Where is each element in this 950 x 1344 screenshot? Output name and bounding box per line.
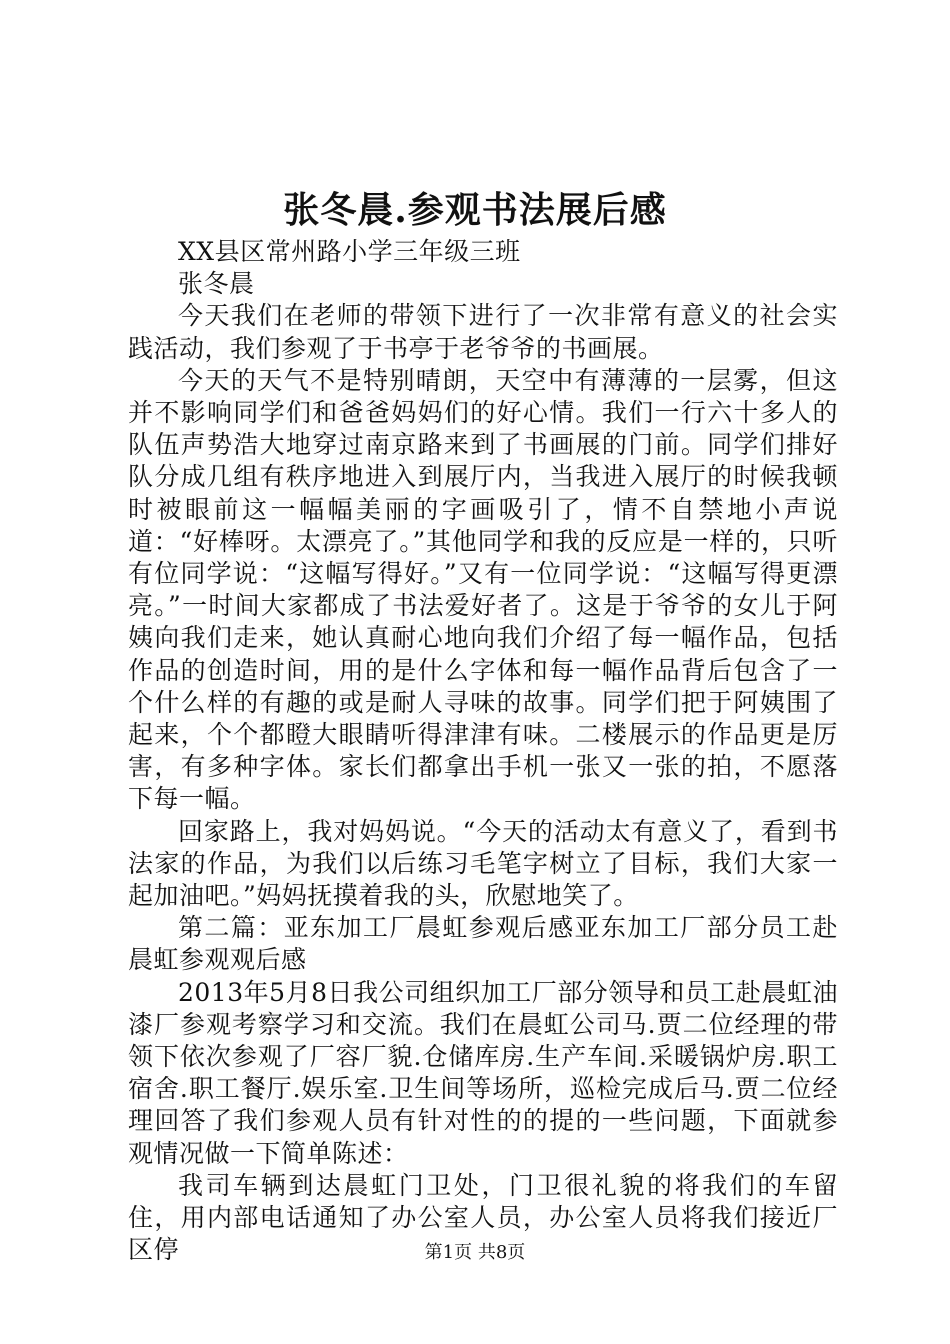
paragraph: 今天的天气不是特别晴朗，天空中有薄薄的一层雾，但这并不影响同学们和爸爸妈妈们的好心情。我们一行六十多人的队伍声势浩大地穿过南京路来到了书画展的门前。同学们排好队分成几组有秩序地进入到展厅内，当我进入展厅的时候我顿时被眼前这一幅幅美丽的字画吸引了，情不自禁地小声说道：“好棒呀。太漂亮了。”其他同学和我的反应是一样的，只听有位同学说：“这幅写得好。”又有一位同学说：“这幅写得更漂亮。”一时间大家都成了书法爱好者了。这是于爷爷的女儿于阿姨向我们走来，她认真耐心地向我们介绍了每一幅作品，包括作品的创造时间，用的是什么字体和每一幅作品背后包含了一个什么样的有趣的或是耐人寻味的故事。同学们把于阿姨围了起来，个个都瞪大眼睛听得津津有味。二楼展示的作品更是厉害，有多种字体。家长们都拿出手机一张又一张的拍，不愿落下每一幅。 xyxy=(128,365,838,814)
school-class-line: XX县区常州路小学三年级三班 xyxy=(178,237,521,266)
page-footer: 第1页 共8页 xyxy=(424,1242,526,1263)
paragraph: 2013年5月8日我公司组织加工厂部分领导和员工赴晨虹油漆厂参观考察学习和交流。我们在晨虹公司马.贾二位经理的带领下依次参观了厂容厂貌.仓储库房.生产车间.采暖锅炉房.职工宿舍.职工餐厅.娱乐室.卫生间等场所，巡检完成后马.贾二位经理回答了我们参观人员有针对性的的提的一些问题，下面就参观情况做一下简单陈述： xyxy=(128,977,838,1168)
paragraph: 今天我们在老师的带领下进行了一次非常有意义的社会实践活动，我们参观了于书亭于老爷爷的书画展。 xyxy=(128,301,838,363)
paragraph: 我司车辆到达晨虹门卫处，门卫很礼貌的将我们的车留住，用内部电话通知了办公室人员，办公室人员将我们接近厂区停 xyxy=(128,1170,838,1265)
author-line: 张冬晨 xyxy=(178,269,255,299)
paragraph: 回家路上，我对妈妈说。“今天的活动太有意义了，看到书法家的作品，为我们以后练习毛笔字树立了目标，我们大家一起加油吧。”妈妈抚摸着我的头，欣慰地笑了。 xyxy=(128,816,838,911)
document-body xyxy=(128,236,838,1267)
document-title: 张冬晨.参观书法展后感 xyxy=(283,189,667,231)
section-heading: 第二篇：亚东加工厂晨虹参观后感亚东加工厂部分员工赴晨虹参观观后感 xyxy=(128,913,838,975)
